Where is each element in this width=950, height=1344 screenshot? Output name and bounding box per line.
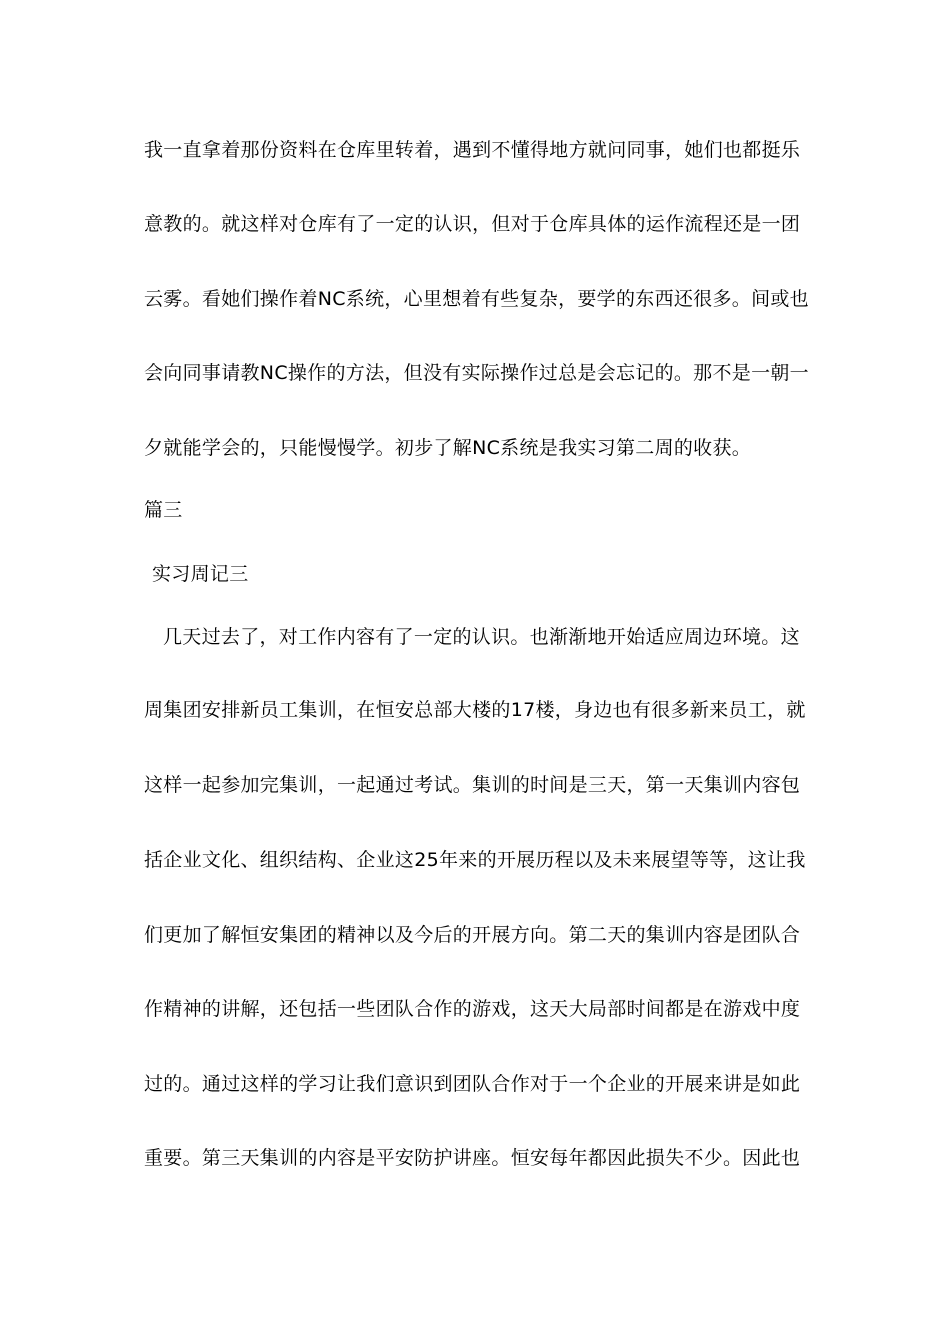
paragraph-line: 括企业文化、组织结构、企业这25年来的开展历程以及未来展望等等，这让我 — [144, 849, 806, 871]
paragraph-line: 这样一起参加完集训，一起通过考试。集训的时间是三天，第一天集训内容包 — [144, 774, 801, 796]
paragraph-line: 过的。通过这样的学习让我们意识到团队合作对于一个企业的开展来讲是如此 — [144, 1073, 801, 1095]
text-line: 我一直拿着那份资料在仓库里转着，遇到不懂得地方就问同事，她们也都挺乐 — [144, 139, 801, 161]
text-line: 夕就能学会的，只能慢慢学。初步了解NC系统是我实习第二周的收获。 — [144, 437, 752, 459]
subtitle: 实习周记三 — [152, 563, 249, 585]
text-line: 云雾。看她们操作着NC系统，心里想着有些复杂，要学的东西还很多。间或也 — [144, 288, 809, 310]
text-line: 会向同事请教NC操作的方法，但没有实际操作过总是会忘记的。那不是一朝一 — [144, 362, 809, 384]
section-title: 篇三 — [144, 499, 183, 521]
paragraph-line: 作精神的讲解，还包括一些团队合作的游戏，这天大局部时间都是在游戏中度 — [144, 998, 801, 1020]
paragraph-line: 周集团安排新员工集训，在恒安总部大楼的17楼，身边也有很多新来员工，就 — [144, 699, 806, 721]
text-line: 意教的。就这样对仓库有了一定的认识，但对于仓库具体的运作流程还是一团 — [144, 213, 801, 235]
paragraph-line: 几天过去了，对工作内容有了一定的认识。也渐渐地开始适应周边环境。这 — [163, 626, 800, 648]
paragraph-line: 重要。第三天集训的内容是平安防护讲座。恒安每年都因此损失不少。因此也 — [144, 1147, 801, 1169]
paragraph-line: 们更加了解恒安集团的精神以及今后的开展方向。第二天的集训内容是团队合 — [144, 924, 801, 946]
